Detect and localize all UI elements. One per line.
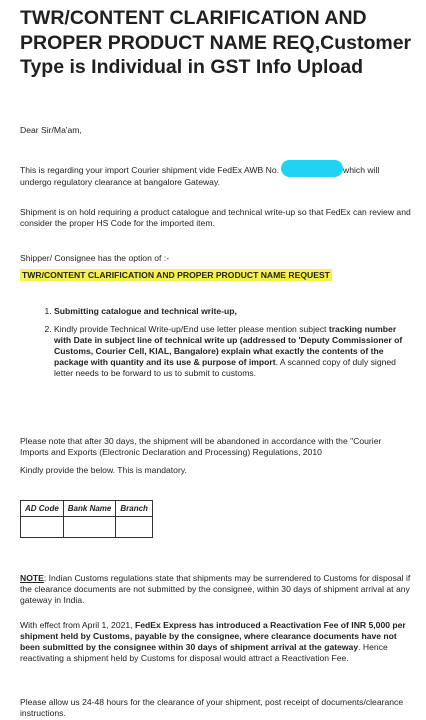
note-text: : Indian Customs regulations state that shipments may be surrendered to Customs for disposal if the clearance documents are not submitted by the consignee, within 30 days of shipment arrival at any gateway in India. xyxy=(20,573,411,605)
table-cell xyxy=(63,517,116,538)
step-two-text-c: . A scanned copy of duly signed letter needs to be forward to us to submit to customs. xyxy=(54,357,396,378)
highlight-heading xyxy=(20,270,412,281)
abandon-paragraph: Please note that after 30 days, the shipment will be abandoned in accordance with the "Courier Imports and Exports (Electronic Declaration and Processing) Regulations, 2010 xyxy=(20,436,382,457)
reactivation-text-bold: FedEx Express has introduced a Reactivation Fee of INR 5,000 per shipment held by Customs, payable by the consignee, where clearance documents have not been submitted by the consignee within 30 days of shipment arrival at the gateway xyxy=(20,620,406,652)
steps-list xyxy=(20,306,412,386)
step-two-text-bold: tracking number with Date in subject line of technical write up (addressed to 'Deputy Commissioner of Customs, Courier Cell, KIAL, Bangalore) explain what exactly the contents of the package with quantity and its use & purpose of import xyxy=(54,324,403,367)
reactivation-paragraph xyxy=(20,620,412,664)
intro-text-after: which will undergo regulatory clearance at bangalore Gateway. xyxy=(20,165,380,187)
redacted-awb-number xyxy=(281,160,343,177)
closing-paragraph: Please allow us 24-48 hours for the clearance of your shipment, post receipt of documents/clearance instructions. xyxy=(20,697,404,718)
reactivation-text-a: With effect from April 1, 2021, xyxy=(20,620,135,630)
note-paragraph xyxy=(20,573,412,606)
highlighted-request: TWR/CONTENT CLARIFICATION AND PROPER PRODUCT NAME REQUEST xyxy=(22,270,330,280)
bank-details-table xyxy=(20,500,153,538)
list-item xyxy=(54,324,412,379)
reactivation-text-c: . Hence reactivating a shipment held by Customs for disposal would attract a Reactivation Fee. xyxy=(20,642,388,663)
step-one-text: Submitting catalogue and technical write-up, xyxy=(54,306,237,316)
list-item xyxy=(54,306,412,317)
provide-paragraph: Kindly provide the below. This is mandatory. xyxy=(20,465,187,475)
table-row xyxy=(21,517,153,538)
table-header-cell: Branch xyxy=(116,501,153,517)
table-header-cell: AD Code xyxy=(21,501,64,517)
bank-details-table-wrap xyxy=(20,500,412,538)
hold-paragraph: Shipment is on hold requiring a product catalogue and technical write-up so that FedEx can review and consider the proper HS Code for the imported item. xyxy=(20,207,411,228)
salutation: Dear Sir/Ma'am, xyxy=(20,125,82,135)
intro-paragraph xyxy=(20,160,412,188)
note-label: NOTE xyxy=(20,573,44,583)
intro-text-before: This is regarding your import Courier shipment vide FedEx AWB No. xyxy=(20,165,280,175)
table-row xyxy=(21,501,153,517)
email-subject: TWR/CONTENT CLARIFICATION AND PROPER PRODUCT NAME REQ,Customer Type is Individual in GST Info Upload xyxy=(20,7,412,78)
step-two-text-a: Kindly provide Technical Write-up/End use letter please mention subject xyxy=(54,324,329,334)
table-header-cell: Bank Name xyxy=(63,501,116,517)
table-cell xyxy=(116,517,153,538)
table-cell xyxy=(21,517,64,538)
option-paragraph: Shipper/ Consignee has the option of :- xyxy=(20,253,170,263)
